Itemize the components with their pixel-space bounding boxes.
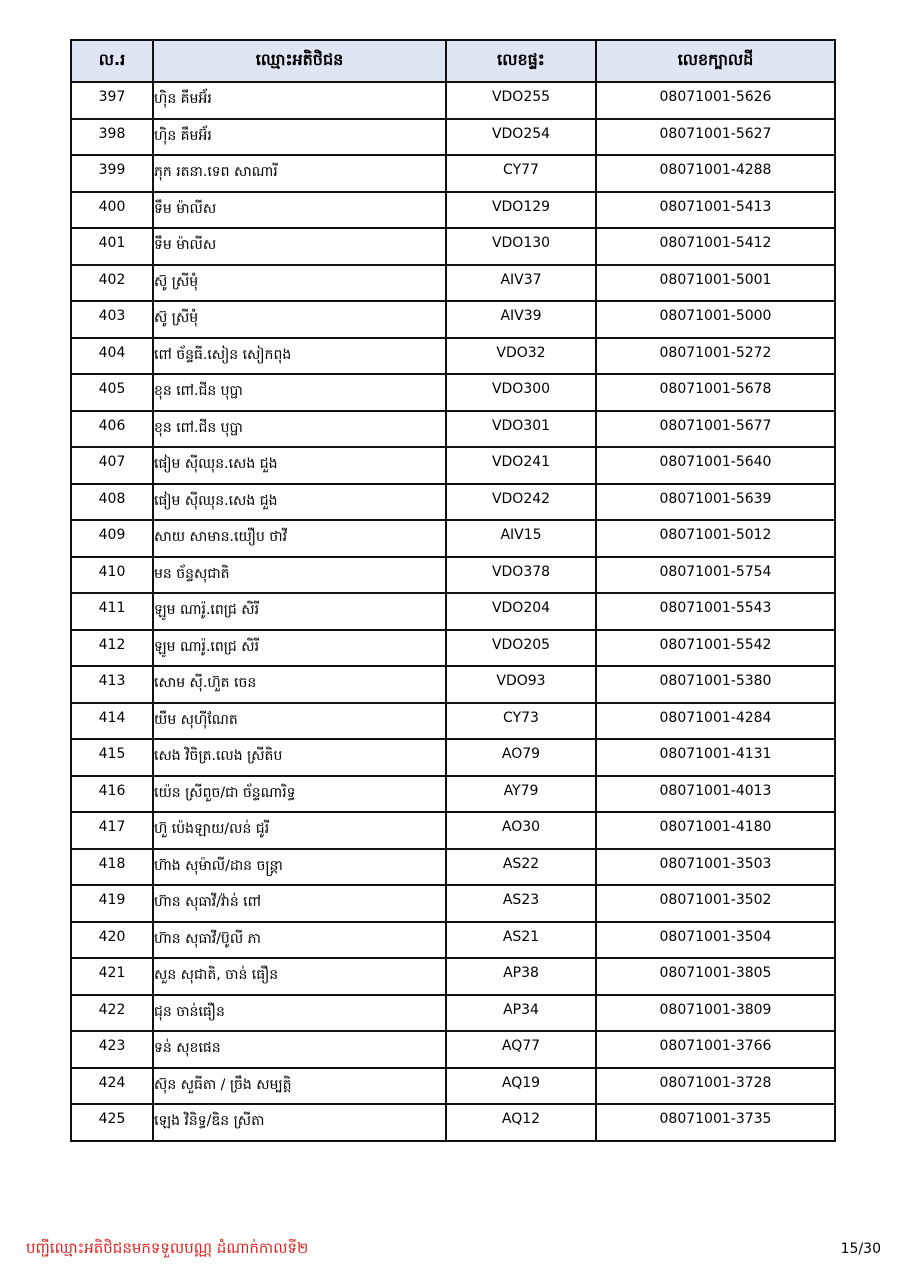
table-body [71,82,835,1141]
row-number: 425 [71,1104,153,1141]
land-number: 08071001-5626 [596,82,835,119]
table-row [71,1068,835,1105]
customer-name: ហ៊ាង សុម៉ាលី/ដាន ចន្ត្រា [153,849,446,886]
row-number: 417 [71,812,153,849]
customer-name: ហ៊ាន សុធាវី/ប៊ូលី ភា [153,922,446,959]
house-number: AIV15 [446,520,596,557]
customer-name: ស៊ុន សួធីតា / ច្រឹង សម្បត្តិ [153,1068,446,1105]
land-number: 08071001-5639 [596,484,835,521]
table-row [71,958,835,995]
table-row [71,812,835,849]
house-number: AS21 [446,922,596,959]
row-number: 397 [71,82,153,119]
customer-name: ជុន ចាន់ធឿន [153,995,446,1032]
row-number: 422 [71,995,153,1032]
land-number: 08071001-4180 [596,812,835,849]
customer-name: ពៅ ច័ន្ទធី.សៀន សៀកពុង [153,338,446,375]
customer-name: ខុន ពៅ.ជីន បុប្ផា [153,374,446,411]
row-number: 414 [71,703,153,740]
row-number: 408 [71,484,153,521]
house-number: AQ77 [446,1031,596,1068]
land-number: 08071001-3735 [596,1104,835,1141]
customer-name: ផៀម ស៊ីឈុន.សេង ជួង [153,484,446,521]
customer-name: ឡូម ណារ៉ូ.ពេជ្រ សិរី [153,630,446,667]
house-number: CY73 [446,703,596,740]
land-number: 08071001-3504 [596,922,835,959]
table-row [71,995,835,1032]
table-row [71,119,835,156]
customer-name: ហ៊ួ ប៉េងឡាយ/លន់ ជូរី [153,812,446,849]
row-number: 399 [71,155,153,192]
house-number: AO30 [446,812,596,849]
row-number: 400 [71,192,153,229]
land-number: 08071001-3805 [596,958,835,995]
table-row [71,776,835,813]
table-row [71,228,835,265]
table-row [71,922,835,959]
land-number: 08071001-5542 [596,630,835,667]
land-number: 08071001-5678 [596,374,835,411]
table-row [71,155,835,192]
row-number: 398 [71,119,153,156]
table-row [71,1031,835,1068]
house-number: VDO129 [446,192,596,229]
table-row [71,739,835,776]
row-number: 410 [71,557,153,594]
house-number: VDO204 [446,593,596,630]
customer-name: សោម ស៊ី.ហ៊ួត ចេន [153,666,446,703]
house-number: AS22 [446,849,596,886]
house-number: VDO32 [446,338,596,375]
land-number: 08071001-3503 [596,849,835,886]
customer-name: ទឹម ម៉ាលីស [153,192,446,229]
header-customer-name: ឈ្មោះអតិថិជន [153,40,446,82]
customer-name: ខុន ពៅ.ជីន បុប្ផា [153,411,446,448]
land-number: 08071001-3728 [596,1068,835,1105]
table-row [71,301,835,338]
customer-name: ទន់ សុខផេន [153,1031,446,1068]
land-number: 08071001-5272 [596,338,835,375]
row-number: 424 [71,1068,153,1105]
row-number: 403 [71,301,153,338]
customer-name: សេង វិចិត្រ.លេង ស្រីតិប [153,739,446,776]
house-number: VDO241 [446,447,596,484]
land-number: 08071001-5677 [596,411,835,448]
table-header-row [71,40,835,82]
table-row [71,1104,835,1141]
customer-name: សាយ សាមាន.យឿប ថាវី [153,520,446,557]
land-number: 08071001-5640 [596,447,835,484]
row-number: 418 [71,849,153,886]
land-number: 08071001-4284 [596,703,835,740]
customer-name: ហ៊ាន សុធាវី/វ៉ាន់ ពៅ [153,885,446,922]
header-house-number: លេខផ្ទះ [446,40,596,82]
customer-name: ផៀម ស៊ីឈុន.សេង ជួង [153,447,446,484]
row-number: 402 [71,265,153,302]
customer-name: ហ៊ិន គឹមអ៊័រ [153,82,446,119]
house-number: AQ12 [446,1104,596,1141]
table-row [71,192,835,229]
table-row [71,338,835,375]
house-number: AIV39 [446,301,596,338]
table-row [71,593,835,630]
row-number: 415 [71,739,153,776]
customer-table [70,39,836,1142]
row-number: 420 [71,922,153,959]
house-number: VDO93 [446,666,596,703]
table-row [71,447,835,484]
land-number: 08071001-3766 [596,1031,835,1068]
house-number: AQ19 [446,1068,596,1105]
table-row [71,411,835,448]
table-row [71,82,835,119]
customer-name: ឡេង វិនិទ្ធ/ឌិន ស្រីតា [153,1104,446,1141]
customer-name: ស៊ូ ស្រីមុំ [153,301,446,338]
footer-title: បញ្ជីឈ្មោះអតិថិជនមកទទួលបណ្ណ ដំណាក់កាលទី២ [26,1239,309,1257]
house-number: VDO300 [446,374,596,411]
row-number: 409 [71,520,153,557]
house-number: AS23 [446,885,596,922]
house-number: AP34 [446,995,596,1032]
land-number: 08071001-5380 [596,666,835,703]
house-number: AIV37 [446,265,596,302]
row-number: 404 [71,338,153,375]
customer-name: ឡូម ណារ៉ូ.ពេជ្រ សិរី [153,593,446,630]
house-number: AP38 [446,958,596,995]
land-number: 08071001-5412 [596,228,835,265]
land-number: 08071001-3502 [596,885,835,922]
house-number: VDO242 [446,484,596,521]
customer-name: យ៉េន ស្រីពួច/ជា ច័ន្ទណារិទ្ធ [153,776,446,813]
row-number: 416 [71,776,153,813]
customer-name: មន ច័ន្ទសុជាតិ [153,557,446,594]
table-row [71,630,835,667]
land-number: 08071001-4013 [596,776,835,813]
table-row [71,885,835,922]
customer-name: ទឹម ម៉ាលីស [153,228,446,265]
customer-name: សួន សុជាតិ, ចាន់ ធឿន [153,958,446,995]
table-row [71,666,835,703]
land-number: 08071001-4131 [596,739,835,776]
customer-name: ស៊ូ ស្រីមុំ [153,265,446,302]
table-row [71,484,835,521]
house-number: AO79 [446,739,596,776]
row-number: 421 [71,958,153,995]
customer-name: យឹម សុហ៊ីណែត [153,703,446,740]
house-number: VDO378 [446,557,596,594]
land-number: 08071001-5413 [596,192,835,229]
table-row [71,520,835,557]
row-number: 413 [71,666,153,703]
house-number: VDO205 [446,630,596,667]
customer-name: ភុក រតនា.ទេព សាណារី [153,155,446,192]
land-number: 08071001-5012 [596,520,835,557]
house-number: VDO255 [446,82,596,119]
table-row [71,849,835,886]
table-row [71,374,835,411]
header-land-number: លេខក្បាលដី [596,40,835,82]
land-number: 08071001-5001 [596,265,835,302]
row-number: 407 [71,447,153,484]
header-number: ល.រ [71,40,153,82]
house-number: AY79 [446,776,596,813]
table-row [71,703,835,740]
page-number: 15/30 [840,1241,881,1257]
customer-name: ហ៊ិន គឹមអ៊័រ [153,119,446,156]
land-number: 08071001-4288 [596,155,835,192]
land-number: 08071001-5543 [596,593,835,630]
row-number: 419 [71,885,153,922]
land-number: 08071001-3809 [596,995,835,1032]
table-row [71,265,835,302]
land-number: 08071001-5000 [596,301,835,338]
row-number: 405 [71,374,153,411]
row-number: 412 [71,630,153,667]
row-number: 406 [71,411,153,448]
house-number: VDO301 [446,411,596,448]
house-number: VDO254 [446,119,596,156]
table-row [71,557,835,594]
row-number: 411 [71,593,153,630]
land-number: 08071001-5627 [596,119,835,156]
row-number: 423 [71,1031,153,1068]
row-number: 401 [71,228,153,265]
house-number: VDO130 [446,228,596,265]
house-number: CY77 [446,155,596,192]
land-number: 08071001-5754 [596,557,835,594]
